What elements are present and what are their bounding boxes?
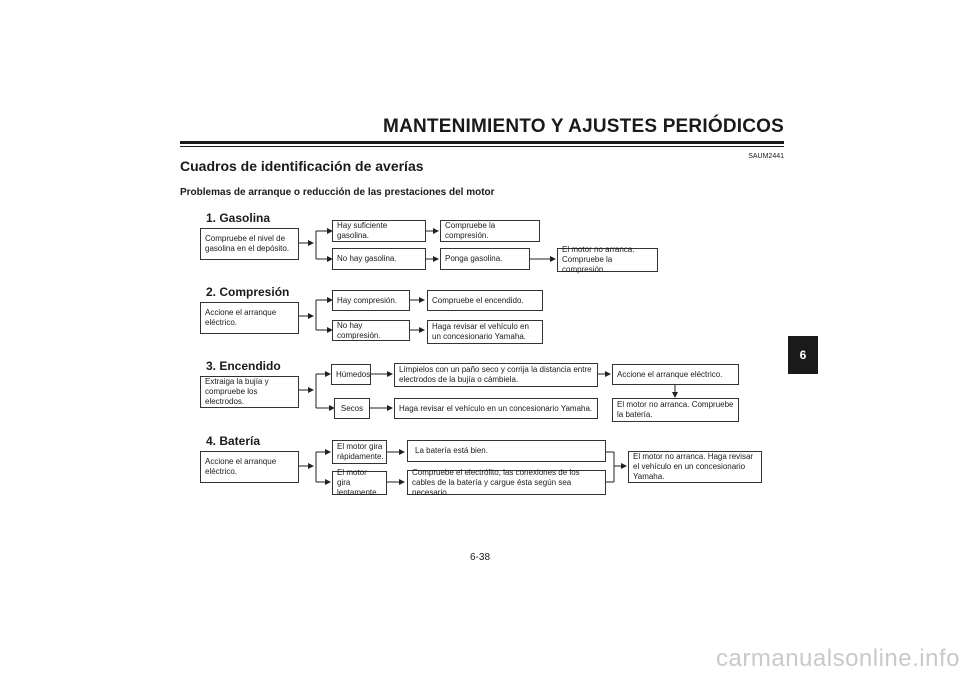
watermark: carmanualsonline.info — [716, 645, 960, 672]
encendido-clean-box: Límpielos con un paño seco y corrija la distancia entre electrodos de la bujía o cámbiela. — [394, 363, 598, 387]
doc-code: SAUM2441 — [748, 153, 784, 160]
gasolina-fill-box: Ponga gasolina. — [440, 248, 530, 270]
gasolina-check-compression-box: Compruebe la compresión. — [440, 220, 540, 242]
chapter-tab: 6 — [788, 336, 818, 374]
compresion-no-box: No hay compresión. — [332, 320, 410, 341]
bateria-dealer-box: El motor no arranca. Haga revisar el vehículo en un concesionario Yamaha. — [628, 451, 762, 483]
encendido-dry-box: Secos — [334, 398, 370, 419]
section-title-bateria: 4. Batería — [206, 434, 261, 448]
bateria-start-box: Accione el arranque eléctrico. — [200, 451, 299, 483]
gasolina-none-box: No hay gasolina. — [332, 248, 426, 270]
gasolina-start-box: Compruebe el nivel de gasolina en el depósito. — [200, 228, 299, 260]
encendido-wet-box: Húmedos — [331, 364, 371, 385]
section-heading: Cuadros de identificación de averías — [180, 158, 424, 174]
compresion-yes-box: Hay compresión. — [332, 290, 410, 311]
encendido-start-engine-box: Accione el arranque eléctrico. — [612, 364, 739, 385]
section-title-encendido: 3. Encendido — [206, 359, 281, 373]
page-number: 6-38 — [469, 552, 490, 563]
page-header-title: MANTENIMIENTO Y AJUSTES PERIÓDICOS — [383, 116, 784, 137]
bateria-slow-box: El motor gira lentamente. — [332, 471, 387, 495]
encendido-dealer-box: Haga revisar el vehículo en un concesionario Yamaha. — [394, 398, 598, 419]
encendido-start-box: Extraiga la bujía y compruebe los electrodos. — [200, 376, 299, 408]
gasolina-no-start-box: El motor no arranca. Compruebe la compresión. — [557, 248, 658, 272]
section-title-gasolina: 1. Gasolina — [206, 211, 271, 225]
compresion-check-ignition-box: Compruebe el encendido. — [427, 290, 543, 311]
bateria-fast-box: El motor gira rápidamente. — [332, 440, 387, 464]
encendido-check-battery-box: El motor no arranca. Compruebe la batería. — [612, 398, 739, 422]
bateria-ok-box: La batería está bien. — [407, 440, 606, 462]
section-subheading: Problemas de arranque o reducción de las prestaciones del motor — [180, 187, 495, 198]
gasolina-enough-box: Hay suficiente gasolina. — [332, 220, 426, 242]
compresion-start-box: Accione el arranque eléctrico. — [200, 302, 299, 334]
section-title-compresion: 2. Compresión — [206, 285, 290, 299]
compresion-dealer-box: Haga revisar el vehículo en un concesionario Yamaha. — [427, 320, 543, 344]
bateria-check-electrolyte-box: Compruebe el electrólito, las conexiones de los cables de la batería y cargue ésta según sea necesario. — [407, 470, 606, 495]
